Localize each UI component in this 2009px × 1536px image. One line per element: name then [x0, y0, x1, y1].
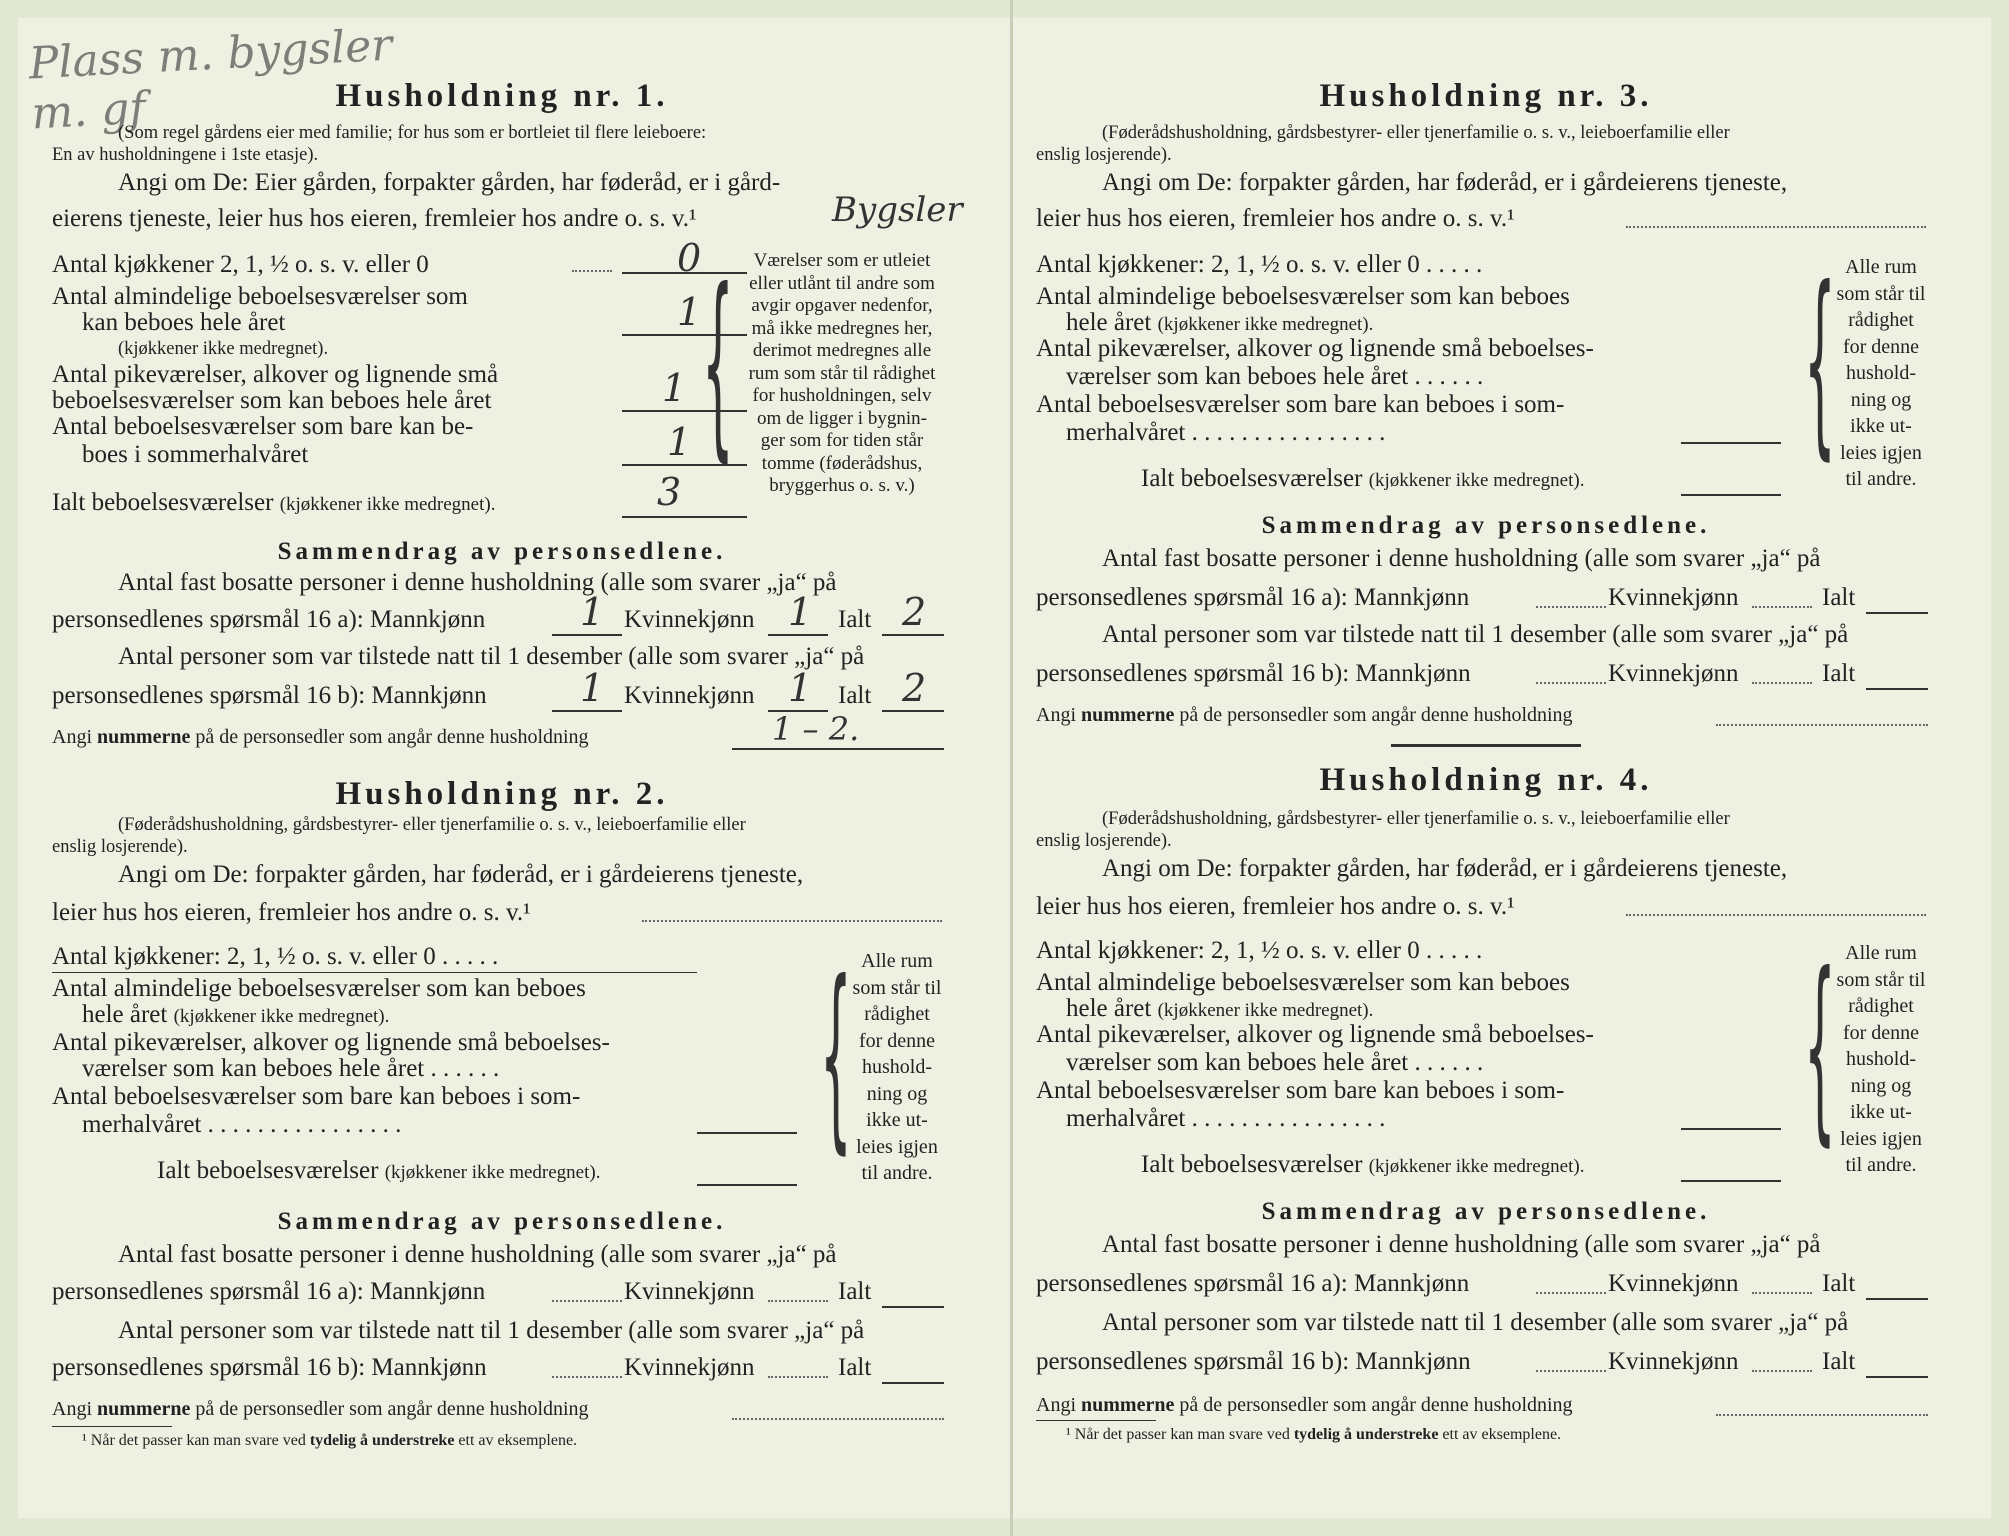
- h4-nummer-bold: nummerne: [1081, 1394, 1175, 1416]
- h4-footnote-pre: ¹ Når det passer kan man svare ved: [1066, 1426, 1290, 1443]
- h2-alm-line2: hele året: [82, 1001, 168, 1028]
- h1-til-m-line: [552, 710, 622, 712]
- h3-alm-small: (kjøkkener ikke medregnet).: [1157, 314, 1374, 335]
- h3-angi-dots: [1626, 226, 1926, 228]
- h4-til-kvinne-label: Kvinnekjønn: [1608, 1348, 1739, 1375]
- h2-note-line: hushold-: [862, 1056, 932, 1078]
- h1-summary-title: Sammendrag av personsedlene.: [277, 538, 727, 565]
- h1-fast-row: [52, 606, 485, 634]
- h1-side-note: [722, 250, 962, 498]
- h4-subtitle-line2: enslig losjerende).: [1036, 831, 1172, 851]
- h3-note-line: for denne: [1842, 335, 1920, 358]
- h2-footnote-post: ett av eksemplene.: [458, 1432, 578, 1449]
- h4-ialt-label: [1141, 1148, 1584, 1184]
- h4-ialt-small: (kjøkkener ikke medregnet).: [1368, 1156, 1585, 1177]
- h1-sommer-line2: boes i sommerhalvåret: [82, 441, 309, 468]
- h3-fast-line2: personsedlenes spørsmål 16 a): Mannkjønn: [1036, 584, 1470, 611]
- h1-ialt-value: 3: [657, 470, 682, 514]
- h2-ialt-label: [157, 1154, 600, 1190]
- h1-brace: {: [702, 247, 734, 480]
- h1-note-line: Værelser som er utleiet: [753, 250, 931, 271]
- h1-nummer-row: [52, 726, 589, 749]
- h3-sommer-line2: merhalvåret . . . . . . . . . . . . . . . .: [1066, 419, 1386, 446]
- h3-ialt-text: Ialt beboelsesværelser: [1141, 465, 1363, 492]
- h3-note-line: ikke ut-: [1850, 415, 1912, 437]
- h1-ialt-text: Ialt beboelsesværelser: [52, 489, 274, 516]
- h1-kjokken-dots: [572, 270, 612, 272]
- h3-summary-title: Sammendrag av personsedlene.: [1261, 512, 1711, 539]
- h1-fast-m-value: 1: [580, 590, 605, 634]
- h1-nummer-line: [732, 748, 944, 750]
- h1-note-line: om de ligger i bygnin-: [757, 407, 927, 429]
- h1-angi-line1: Angi om De: Eier gården, forpakter gården, har føderåd, er i gård-: [118, 169, 781, 196]
- h4-fast-k-dots: [1752, 1292, 1812, 1294]
- h4-pike-line1: Antal pikeværelser, alkover og lignende små beboelses-: [1036, 1021, 1594, 1048]
- h2-note-line: ning og: [866, 1082, 928, 1105]
- h4-til-line2: personsedlenes spørsmål 16 b): Mannkjønn: [1036, 1348, 1471, 1375]
- h3-kjokken-label: Antal kjøkkener: 2, 1, ½ o. s. v. eller 0 . . . . .: [1036, 251, 1483, 278]
- h2-footnote-bold: tydelig å understreke: [309, 1432, 455, 1449]
- h4-footnote-post: ett av eksemplene.: [1442, 1426, 1562, 1443]
- h3-brace: {: [1804, 245, 1836, 478]
- h3-ialt-line: [1681, 494, 1781, 496]
- h1-note-line: bryggerhus o. s. v.): [769, 475, 915, 496]
- h4-note-line: hushold-: [1846, 1048, 1916, 1070]
- h4-side-note: [1826, 940, 1936, 1179]
- h3-nummer-post: på de personsedler som angår denne husholdning: [1179, 704, 1573, 726]
- h1-alm-line1: Antal almindelige beboelsesværelser som: [52, 283, 468, 310]
- h3-fast-ialt-label: Ialt: [1822, 584, 1856, 611]
- h2-note-line: rådighet: [864, 1003, 930, 1025]
- h4-note-line: for denne: [1842, 1021, 1920, 1044]
- h2-pike-line1: Antal pikeværelser, alkover og lignende små beboelses-: [52, 1029, 610, 1056]
- pencil-line-2: m. gf: [30, 82, 147, 140]
- h3-alm-line2: hele året: [1066, 309, 1152, 336]
- h4-note-line: Alle rum: [1845, 942, 1917, 964]
- h4-note-line: til andre.: [1845, 1154, 1917, 1176]
- h2-ialt-text: Ialt beboelsesværelser: [157, 1157, 379, 1184]
- h1-til-k-value: 1: [788, 666, 813, 710]
- h2-note-line: som står til: [852, 976, 942, 999]
- h1-note-line: for husholdningen, selv: [752, 385, 932, 406]
- h1-til-line1: Antal personer som var tilstede natt til 1 desember (alle som svarer „ja“ på: [118, 643, 865, 670]
- h3-til-k-dots: [1752, 682, 1812, 684]
- h1-note-line: eller utlånt til andre som: [749, 272, 935, 294]
- h1-til-t-value: 2: [902, 666, 927, 710]
- h1-ialt-small: (kjøkkener ikke medregnet).: [279, 494, 496, 515]
- h4-til-line1: Antal personer som var tilstede natt til 1 desember (alle som svarer „ja“ på: [1102, 1309, 1849, 1336]
- h1-nummer-value: 1 – 2.: [772, 710, 860, 748]
- h2-note-line: til andre.: [861, 1162, 933, 1184]
- h2-alm-line1: Antal almindelige beboelsesværelser som kan beboes: [52, 975, 586, 1002]
- h4-nummer-row: [1036, 1394, 1573, 1417]
- h3-sommer-entry-line: [1681, 442, 1781, 444]
- h4-alm-line1: Antal almindelige beboelsesværelser som kan beboes: [1036, 969, 1570, 996]
- h3-subtitle-line2: enslig losjerende).: [1036, 145, 1172, 165]
- h2-fast-line1: Antal fast bosatte personer i denne husholdning (alle som svarer „ja“ på: [118, 1241, 837, 1268]
- h2-subtitle-line2: enslig losjerende).: [52, 837, 188, 857]
- h4-alm-line2: hele året: [1066, 995, 1152, 1022]
- h4-footnote-rule: [1036, 1420, 1156, 1421]
- h1-note-line: derimot medregnes alle: [752, 340, 932, 361]
- h2-til-m-dots: [552, 1376, 622, 1378]
- h3-note-line: som står til: [1836, 282, 1926, 305]
- h3-til-line1: Antal personer som var tilstede natt til 1 desember (alle som svarer „ja“ på: [1102, 621, 1849, 648]
- h3-ialt-label: [1141, 462, 1584, 498]
- h2-sommer-entry-line: [697, 1132, 797, 1134]
- h1-note-line: rum som står til rådighet: [748, 362, 936, 384]
- h4-fast-m-dots: [1536, 1292, 1606, 1294]
- h3-fast-line1: Antal fast bosatte personer i denne husholdning (alle som svarer „ja“ på: [1102, 545, 1821, 572]
- h2-nummer-bold: nummerne: [97, 1398, 191, 1420]
- h4-subtitle-line1: (Føderådshusholdning, gårdsbestyrer- eller tjenerfamilie o. s. v., leieboerfamilie eller: [1102, 809, 1730, 829]
- h1-pike-value: 1: [662, 366, 687, 410]
- h4-brace: {: [1804, 931, 1836, 1164]
- h4-footnote-bold: tydelig å understreke: [1293, 1426, 1439, 1443]
- h2-nummer-post: på de personsedler som angår denne husholdning: [195, 1398, 589, 1420]
- h4-nummer-dots: [1716, 1414, 1928, 1416]
- h1-til-kvinne-label: Kvinnekjønn: [624, 682, 755, 709]
- h2-fast-ialt-label: Ialt: [838, 1278, 872, 1305]
- h2-note-line: Alle rum: [861, 950, 933, 972]
- h2-til-t-line: [882, 1382, 944, 1384]
- h4-til-t-line: [1866, 1376, 1928, 1378]
- h3-fast-t-line: [1866, 612, 1928, 614]
- h1-note-line: tomme (føderådshus,: [761, 452, 923, 474]
- h1-pike-line1: Antal pikeværelser, alkover og lignende små: [52, 361, 499, 388]
- h1-til-t-line: [882, 710, 944, 712]
- h3-til-line2: personsedlenes spørsmål 16 b): Mannkjønn: [1036, 660, 1471, 687]
- h1-pike-line2: beboelsesværelser som kan beboes hele året: [52, 387, 492, 414]
- h1-nummer-post: på de personsedler som angår denne husholdning: [195, 726, 589, 748]
- h3-nummer-row: [1036, 704, 1573, 727]
- h1-fast-m-line: [552, 634, 622, 636]
- h2-footnote-rule: [52, 1426, 172, 1427]
- h1-note-line: ger som for tiden står: [760, 430, 924, 451]
- h1-fast-line2: personsedlenes spørsmål 16 a): Mannkjønn: [52, 606, 486, 633]
- h1-fast-line1: Antal fast bosatte personer i denne husholdning (alle som svarer „ja“ på: [118, 569, 837, 596]
- h1-fast-t-value: 2: [902, 590, 927, 634]
- h4-kjokken-label: Antal kjøkkener: 2, 1, ½ o. s. v. eller 0 . . . . .: [1036, 937, 1483, 964]
- h1-til-line2: personsedlenes spørsmål 16 b): Mannkjønn: [52, 682, 487, 709]
- h1-note-line: avgir opgaver nedenfor,: [751, 295, 933, 316]
- h3-nummer-dots: [1716, 724, 1928, 726]
- h2-fast-line2: personsedlenes spørsmål 16 a): Mannkjønn: [52, 1278, 486, 1305]
- h3-note-line: til andre.: [1845, 468, 1917, 490]
- h2-angi-line2: leier hus hos eieren, fremleier hos andre o. s. v.¹: [52, 899, 531, 926]
- h1-alm-note: (kjøkkener ikke medregnet).: [118, 339, 329, 359]
- h2-brace: {: [820, 939, 852, 1172]
- h4-note-line: rådighet: [1848, 995, 1914, 1017]
- h1-angi-line2: eierens tjeneste, leier hus hos eieren, fremleier hos andre o. s. v.¹: [52, 205, 697, 232]
- h2-ialt-line: [697, 1184, 797, 1186]
- h1-fast-kvinne-label: Kvinnekjønn: [624, 606, 755, 633]
- h3-note-line: ning og: [1850, 388, 1912, 411]
- h2-til-k-dots: [768, 1376, 828, 1378]
- h4-nummer-post: på de personsedler som angår denne husholdning: [1179, 1394, 1573, 1416]
- h2-kjokken-label: Antal kjøkkener: 2, 1, ½ o. s. v. eller 0 . . . . .: [52, 943, 499, 970]
- h2-fast-k-dots: [768, 1300, 828, 1302]
- h3-nummer-bold: nummerne: [1081, 704, 1175, 726]
- h1-fast-k-line: [768, 634, 828, 636]
- h4-angi-line1: Angi om De: forpakter gården, har føderåd, er i gårdeierens tjeneste,: [1102, 855, 1788, 882]
- h1-angi-answer: Bygsler: [832, 190, 963, 230]
- h1-fast-k-value: 1: [788, 590, 813, 634]
- h4-til-ialt-label: Ialt: [1822, 1348, 1856, 1375]
- h2-fast-m-dots: [552, 1300, 622, 1302]
- h3-fast-kvinne-label: Kvinnekjønn: [1608, 584, 1739, 611]
- h2-title: Husholdning nr. 2.: [335, 776, 669, 812]
- h2-note-line: leies igjen: [856, 1135, 938, 1158]
- h4-ialt-text: Ialt beboelsesværelser: [1141, 1151, 1363, 1178]
- h1-fast-ialt-label: Ialt: [838, 606, 872, 633]
- h3-side-note: [1826, 254, 1936, 493]
- h4-fast-kvinne-label: Kvinnekjønn: [1608, 1270, 1739, 1297]
- h2-nummer-row: [52, 1398, 589, 1421]
- h1-ialt-line: [622, 516, 747, 518]
- h2-fast-t-line: [882, 1306, 944, 1308]
- h1-subtitle-line1: (Som regel gårdens eier med familie; for hus som er bortleiet til flere leieboere:: [118, 123, 707, 143]
- h2-sommer-line2: merhalvåret . . . . . . . . . . . . . . . .: [82, 1111, 402, 1138]
- h4-ialt-line: [1681, 1180, 1781, 1182]
- h1-nummer-pre: Angi: [52, 726, 92, 748]
- h2-pike-line2: værelser som kan beboes hele året . . . . . .: [82, 1055, 500, 1082]
- h4-title: Husholdning nr. 4.: [1319, 762, 1653, 798]
- h3-title: Husholdning nr. 3.: [1319, 78, 1653, 114]
- h1-ialt-label: [52, 486, 495, 522]
- h1-kjokken-label: Antal kjøkkener 2, 1, ½ o. s. v. eller 0: [52, 251, 429, 278]
- h4-fast-ialt-label: Ialt: [1822, 1270, 1856, 1297]
- h4-note-line: ning og: [1850, 1074, 1912, 1097]
- h2-til-line1: Antal personer som var tilstede natt til 1 desember (alle som svarer „ja“ på: [118, 1317, 865, 1344]
- h1-til-m-value: 1: [580, 666, 605, 710]
- h4-alm-small: (kjøkkener ikke medregnet).: [1157, 1000, 1374, 1021]
- h3-fast-m-dots: [1536, 606, 1606, 608]
- h1-sommer-value: 1: [667, 420, 692, 464]
- h4-fast-t-line: [1866, 1298, 1928, 1300]
- h1-sommer-line1: Antal beboelsesværelser som bare kan be-: [52, 413, 474, 440]
- h2-til-line2: personsedlenes spørsmål 16 b): Mannkjønn: [52, 1354, 487, 1381]
- h3-angi-line1: Angi om De: forpakter gården, har føderåd, er i gårdeierens tjeneste,: [1102, 169, 1788, 196]
- h2-til-ialt-label: Ialt: [838, 1354, 872, 1381]
- h4-summary-title: Sammendrag av personsedlene.: [1261, 1198, 1711, 1225]
- h4-nummer-pre: Angi: [1036, 1394, 1076, 1416]
- h3-note-line: hushold-: [1846, 362, 1916, 384]
- h2-nummer-dots: [732, 1418, 944, 1420]
- h4-sommer-line1: Antal beboelsesværelser som bare kan beboes i som-: [1036, 1077, 1565, 1104]
- h4-pike-line2: værelser som kan beboes hele året . . . . . .: [1066, 1049, 1484, 1076]
- h1-kjokken-value: 0: [677, 236, 702, 280]
- h2-angi-line1: Angi om De: forpakter gården, har føderåd, er i gårdeierens tjeneste,: [118, 861, 804, 888]
- h3-til-kvinne-label: Kvinnekjønn: [1608, 660, 1739, 687]
- h3-angi-line2: leier hus hos eieren, fremleier hos andre o. s. v.¹: [1036, 205, 1515, 232]
- h1-subtitle-line2: En av husholdningene i 1ste etasje).: [52, 145, 319, 165]
- h3-pike-line2: værelser som kan beboes hele året . . . . . .: [1066, 363, 1484, 390]
- h3-alm-line1: Antal almindelige beboelsesværelser som kan beboes: [1036, 283, 1570, 310]
- page-fold: [1010, 0, 1013, 1536]
- pencil-line-1: Plass m. bygsler: [27, 19, 394, 90]
- h2-subtitle-line1: (Føderådshusholdning, gårdsbestyrer- eller tjenerfamilie o. s. v., leieboerfamilie eller: [118, 815, 746, 835]
- h2-footnote-pre: ¹ Når det passer kan man svare ved: [82, 1432, 306, 1449]
- h4-til-m-dots: [1536, 1370, 1606, 1372]
- h1-alm-value: 1: [677, 290, 702, 334]
- h4-note-line: leies igjen: [1840, 1127, 1922, 1150]
- h4-angi-dots: [1626, 914, 1926, 916]
- h4-angi-line2: leier hus hos eieren, fremleier hos andre o. s. v.¹: [1036, 893, 1515, 920]
- h2-note-line: ikke ut-: [866, 1109, 928, 1131]
- h2-til-kvinne-label: Kvinnekjønn: [624, 1354, 755, 1381]
- h3-til-m-dots: [1536, 682, 1606, 684]
- h3-note-line: leies igjen: [1840, 441, 1922, 464]
- h3-til-ialt-label: Ialt: [1822, 660, 1856, 687]
- h4-fast-line1: Antal fast bosatte personer i denne husholdning (alle som svarer „ja“ på: [1102, 1231, 1821, 1258]
- h3-til-t-line: [1866, 688, 1928, 690]
- h4-note-line: som står til: [1836, 968, 1926, 991]
- h2-side-note: [842, 948, 952, 1187]
- section-separator: [1391, 744, 1581, 747]
- h3-pike-line1: Antal pikeværelser, alkover og lignende små beboelses-: [1036, 335, 1594, 362]
- h2-note-line: for denne: [858, 1029, 936, 1052]
- h3-note-line: rådighet: [1848, 309, 1914, 331]
- h2-fast-kvinne-label: Kvinnekjønn: [624, 1278, 755, 1305]
- h1-nummer-bold: nummerne: [97, 726, 191, 748]
- h2-summary-title: Sammendrag av personsedlene.: [277, 1208, 727, 1235]
- h1-fast-t-line: [882, 634, 944, 636]
- right-column: [1036, 0, 1936, 1536]
- h1-title: Husholdning nr. 1.: [335, 78, 669, 114]
- h1-alm-line2: kan beboes hele året: [82, 309, 286, 336]
- h2-nummer-pre: Angi: [52, 1398, 92, 1420]
- h4-footnote: [1066, 1426, 1561, 1444]
- h2-sommer-line1: Antal beboelsesværelser som bare kan beboes i som-: [52, 1083, 581, 1110]
- h4-til-k-dots: [1752, 1370, 1812, 1372]
- h3-fast-k-dots: [1752, 606, 1812, 608]
- h3-subtitle-line1: (Føderådshusholdning, gårdsbestyrer- eller tjenerfamilie o. s. v., leieboerfamilie eller: [1102, 123, 1730, 143]
- h3-note-line: Alle rum: [1845, 256, 1917, 278]
- h4-sommer-line2: merhalvåret . . . . . . . . . . . . . . . .: [1066, 1105, 1386, 1132]
- h4-note-line: ikke ut-: [1850, 1101, 1912, 1123]
- h3-sommer-line1: Antal beboelsesværelser som bare kan beboes i som-: [1036, 391, 1565, 418]
- h3-nummer-pre: Angi: [1036, 704, 1076, 726]
- left-column: [52, 0, 963, 1536]
- h2-ialt-small: (kjøkkener ikke medregnet).: [384, 1162, 601, 1183]
- h1-note-line: må ikke medregnes her,: [751, 317, 933, 339]
- h3-ialt-small: (kjøkkener ikke medregnet).: [1368, 470, 1585, 491]
- h4-fast-line2: personsedlenes spørsmål 16 a): Mannkjønn: [1036, 1270, 1470, 1297]
- h2-footnote: [82, 1432, 577, 1450]
- h1-til-ialt-label: Ialt: [838, 682, 872, 709]
- h2-alm-small: (kjøkkener ikke medregnet).: [173, 1006, 390, 1027]
- h4-sommer-entry-line: [1681, 1128, 1781, 1130]
- h2-angi-dots: [642, 920, 942, 922]
